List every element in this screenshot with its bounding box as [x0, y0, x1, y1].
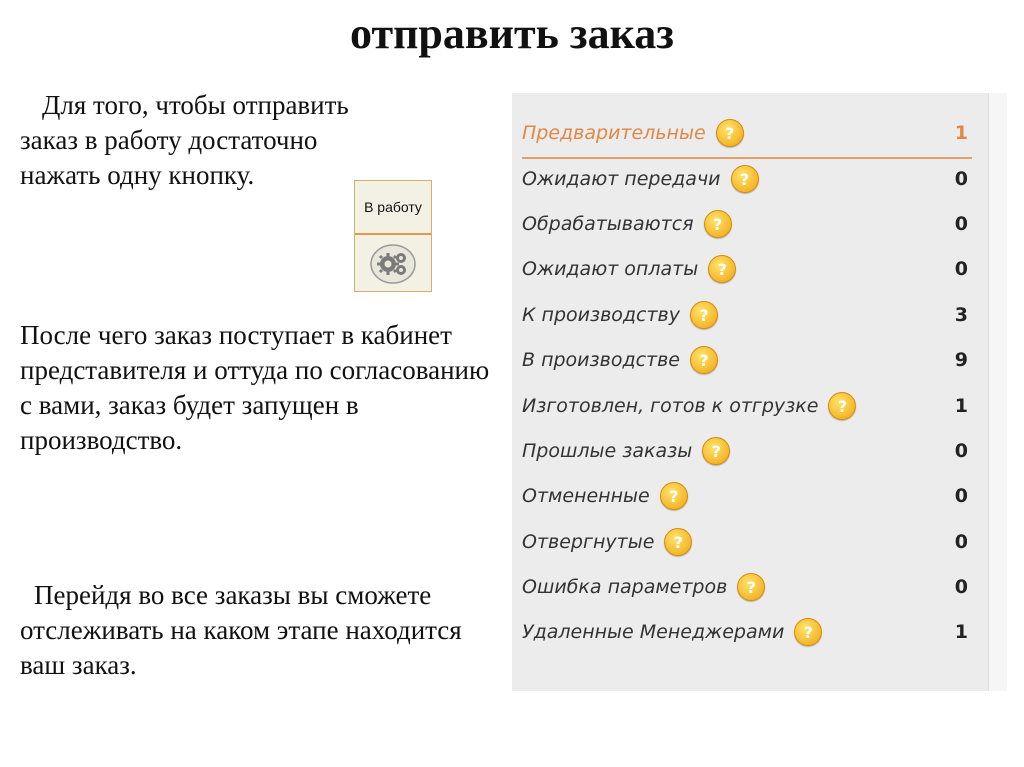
status-label: Ожидают передачи	[522, 168, 721, 190]
status-count: 0	[954, 440, 968, 462]
status-label: К производству	[522, 304, 681, 326]
status-label: Ошибка параметров	[522, 576, 728, 598]
status-count: 0	[954, 485, 968, 507]
status-item-parameter-error[interactable]	[522, 567, 980, 607]
status-label: Обрабатываются	[522, 213, 694, 235]
status-count: 3	[954, 304, 968, 326]
status-label: Удаленные Менеджерами	[522, 621, 785, 643]
intro-paragraph: Для того, чтобы отправить заказ в работу достаточно нажать одну кнопку.	[20, 90, 349, 190]
send-to-work-button[interactable]	[354, 180, 432, 292]
order-status-panel	[512, 93, 1006, 691]
status-count: 0	[954, 213, 968, 235]
help-icon[interactable]: ?	[690, 301, 718, 329]
status-count: 1	[954, 621, 968, 643]
status-label: Прошлые заказы	[522, 440, 693, 462]
status-count: 0	[954, 531, 968, 553]
status-label: В производстве	[522, 349, 680, 371]
status-item-cancelled[interactable]	[522, 476, 980, 516]
status-item-to-production[interactable]	[522, 295, 980, 335]
help-icon[interactable]: ?	[828, 392, 856, 420]
help-icon[interactable]: ?	[704, 210, 732, 238]
tracking-paragraph: Перейдя во все заказы вы сможете отслеживать на каком этапе находится ваш заказ.	[20, 580, 462, 680]
send-to-work-label: В работу	[355, 181, 431, 235]
scrollbar[interactable]	[988, 93, 1007, 691]
status-item-preliminary[interactable]	[522, 113, 980, 153]
status-item-rejected[interactable]	[522, 522, 980, 562]
help-icon[interactable]: ?	[702, 437, 730, 465]
help-icon[interactable]: ?	[708, 255, 736, 283]
help-icon[interactable]: ?	[731, 165, 759, 193]
help-icon[interactable]: ?	[660, 482, 688, 510]
status-item-ready-to-ship[interactable]	[522, 386, 980, 426]
status-count: 0	[954, 576, 968, 598]
status-label: Отмененные	[522, 485, 650, 507]
status-item-processing[interactable]	[522, 204, 980, 244]
order-status-list	[512, 93, 988, 691]
help-icon[interactable]: ?	[794, 618, 822, 646]
status-count: 0	[954, 168, 968, 190]
status-count: 0	[954, 258, 968, 280]
status-count: 1	[954, 122, 968, 144]
status-item-in-production[interactable]	[522, 340, 980, 380]
status-label: Ожидают оплаты	[522, 258, 699, 280]
status-item-awaiting-transfer[interactable]	[522, 159, 980, 199]
status-label: Изготовлен, готов к отгрузке	[522, 395, 819, 417]
status-item-deleted-by-managers[interactable]	[522, 612, 980, 652]
status-item-past-orders[interactable]	[522, 431, 980, 471]
help-icon[interactable]: ?	[664, 528, 692, 556]
status-count: 1	[954, 395, 968, 417]
status-count: 9	[954, 349, 968, 371]
page-title: отправить заказ	[350, 9, 674, 58]
help-icon[interactable]: ?	[716, 119, 744, 147]
process-paragraph: После чего заказ поступает в кабинет представителя и оттуда по согласованию с вами, заказ будет запущен в производство.	[20, 320, 490, 455]
gear-icon	[355, 235, 431, 293]
status-item-awaiting-payment[interactable]	[522, 249, 980, 289]
help-icon[interactable]: ?	[690, 346, 718, 374]
status-label: Отвергнутые	[522, 531, 655, 553]
status-label: Предварительные	[522, 122, 706, 144]
help-icon[interactable]: ?	[737, 573, 765, 601]
